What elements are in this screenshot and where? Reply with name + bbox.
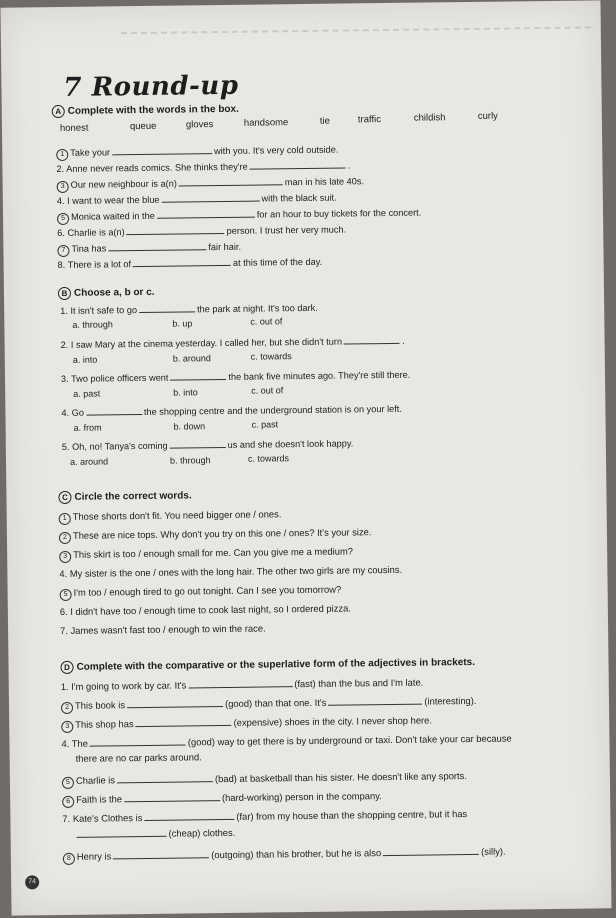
list-item bbox=[62, 790, 382, 808]
item-number: 7 bbox=[57, 245, 69, 257]
option-c[interactable]: c. out of bbox=[251, 385, 284, 396]
item-text: I want to wear the blue bbox=[67, 194, 160, 206]
item-text: It isn't safe to go bbox=[70, 305, 138, 316]
list-item bbox=[61, 733, 511, 750]
item-text: Go bbox=[71, 407, 84, 418]
item-text: . bbox=[347, 160, 351, 171]
item-text: with you. It's very cold outside. bbox=[214, 144, 339, 157]
item-text: (fast) than the bus and I'm late. bbox=[294, 676, 424, 690]
item-number: 5. bbox=[61, 441, 70, 452]
item-text: there are no car parks around. bbox=[75, 751, 202, 764]
section-instruction: Complete with the words in the box. bbox=[67, 103, 239, 117]
item-text: I didn't have too / enough time to cook last night, so I ordered pizza. bbox=[70, 602, 351, 617]
item-number: 4. bbox=[61, 737, 70, 750]
item-text: (good) than that one. It's bbox=[224, 696, 327, 710]
list-item bbox=[62, 437, 354, 452]
item-number: 2. bbox=[60, 339, 69, 350]
list-item bbox=[62, 770, 467, 789]
option-c[interactable]: c. past bbox=[251, 419, 279, 430]
item-text: James wasn't fast too / enough to win the race. bbox=[70, 622, 266, 636]
item-text: Anne never reads comics. She thinks they're bbox=[66, 161, 248, 174]
word-box-item: tie bbox=[319, 115, 331, 127]
section-letter: A bbox=[52, 105, 65, 118]
answer-blank[interactable] bbox=[127, 698, 223, 708]
item-number: 6. bbox=[59, 605, 68, 618]
section-letter: B bbox=[58, 287, 71, 300]
answer-blank[interactable] bbox=[108, 241, 206, 251]
item-text: Tina has bbox=[71, 243, 107, 254]
item-text: Charlie is bbox=[75, 774, 116, 786]
answer-blank[interactable] bbox=[127, 225, 225, 235]
item-text: I'm going to work by car. It's bbox=[71, 679, 187, 692]
item-text: man in his late 40s. bbox=[284, 176, 365, 188]
item-text: the shopping centre and the underground station is on your left. bbox=[143, 403, 402, 417]
item-number: 8 bbox=[63, 853, 75, 865]
section-a-heading bbox=[52, 103, 239, 118]
word-box-item: queue bbox=[129, 120, 157, 133]
item-text: fair hair. bbox=[208, 241, 242, 253]
word-box-item: curly bbox=[477, 110, 498, 122]
list-item[interactable] bbox=[59, 564, 402, 579]
option-b[interactable]: b. down bbox=[173, 421, 206, 432]
item-text: (good) way to get there is by underground or taxi. Don't take your car because bbox=[187, 732, 512, 748]
item-text: These are nice tops. Why don't you try on this one / ones? It's your size. bbox=[72, 526, 372, 541]
item-text: the bank five minutes ago. They're still there. bbox=[228, 369, 411, 382]
item-number: 4. bbox=[59, 567, 68, 580]
option-b[interactable]: b. through bbox=[169, 455, 211, 466]
item-number: 3 bbox=[57, 181, 69, 193]
section-letter: C bbox=[58, 491, 71, 504]
option-a[interactable]: a. from bbox=[73, 422, 102, 433]
answer-blank[interactable] bbox=[344, 335, 400, 345]
section-d-heading bbox=[60, 656, 475, 674]
list-item bbox=[60, 302, 318, 316]
item-text: Monica waited in the bbox=[70, 210, 155, 222]
item-number: 1. bbox=[60, 680, 69, 693]
page-number: 74 bbox=[25, 875, 39, 889]
item-text: This skirt is too / enough small for me. Can you give me a medium? bbox=[73, 545, 354, 560]
list-item bbox=[56, 159, 350, 174]
list-item bbox=[61, 335, 405, 350]
item-text: (hard-working) person in the company. bbox=[221, 790, 382, 804]
item-number: 3. bbox=[60, 373, 69, 384]
item-text: Henry is bbox=[76, 850, 112, 862]
answer-blank[interactable] bbox=[328, 696, 422, 706]
list-item bbox=[57, 175, 365, 193]
answer-blank[interactable] bbox=[144, 811, 234, 821]
option-c[interactable]: c. towards bbox=[250, 351, 292, 362]
answer-blank[interactable] bbox=[113, 849, 209, 859]
item-number: 5 bbox=[57, 213, 69, 225]
option-c[interactable]: c. out of bbox=[250, 316, 283, 327]
list-item bbox=[57, 192, 337, 206]
item-text: Oh, no! Tanya's coming bbox=[72, 440, 168, 452]
list-item[interactable] bbox=[59, 526, 372, 544]
word-box-item: handsome bbox=[243, 117, 289, 129]
item-number: 2 bbox=[61, 702, 73, 714]
page-decoration bbox=[121, 26, 591, 62]
list-item bbox=[56, 144, 338, 161]
item-text: Faith is the bbox=[76, 793, 123, 805]
list-item-continuation bbox=[76, 751, 202, 764]
list-item-continuation bbox=[75, 827, 236, 840]
option-b[interactable]: b. into bbox=[173, 387, 198, 398]
answer-blank[interactable] bbox=[179, 176, 283, 186]
list-item[interactable] bbox=[60, 623, 266, 637]
item-text: (interesting). bbox=[424, 694, 477, 707]
answer-blank[interactable] bbox=[124, 792, 220, 802]
item-number: 2. bbox=[56, 163, 65, 175]
option-b[interactable]: b. around bbox=[172, 353, 211, 364]
item-number: 3 bbox=[59, 551, 71, 563]
item-text: Charlie is a(n) bbox=[67, 227, 125, 238]
item-text: Those shorts don't fit. You need bigger one / ones. bbox=[72, 508, 282, 522]
item-text: Two police officers went bbox=[71, 372, 169, 384]
item-text: This book is bbox=[74, 699, 126, 711]
answer-blank[interactable] bbox=[77, 828, 167, 838]
answer-blank[interactable] bbox=[161, 193, 259, 203]
item-text: Kate's Clothes is bbox=[72, 812, 143, 824]
list-item[interactable] bbox=[59, 508, 282, 525]
list-item bbox=[61, 369, 410, 384]
answer-blank[interactable] bbox=[170, 371, 226, 381]
item-number: 5 bbox=[60, 589, 72, 601]
section-instruction: Complete with the comparative or the superlative form of the adjectives in brackets. bbox=[76, 656, 476, 673]
item-text: the park at night. It's too dark. bbox=[196, 302, 318, 315]
item-number: 4. bbox=[61, 407, 70, 418]
section-b-heading bbox=[58, 286, 155, 300]
item-text: My sister is the one / ones with the long hair. The other two girls are my cousins. bbox=[69, 563, 403, 579]
item-text: Our new neighbour is a(n) bbox=[70, 178, 177, 190]
item-number: 1 bbox=[59, 513, 71, 525]
section-instruction: Circle the correct words. bbox=[74, 490, 192, 503]
answer-blank[interactable] bbox=[136, 717, 232, 727]
answer-blank[interactable] bbox=[188, 678, 292, 688]
list-item[interactable] bbox=[59, 545, 353, 563]
item-text: (silly). bbox=[481, 845, 506, 857]
word-box-item: honest bbox=[59, 122, 89, 134]
answer-blank[interactable] bbox=[157, 209, 255, 219]
item-text: at this time of the day. bbox=[232, 256, 323, 268]
item-number: 7. bbox=[60, 624, 68, 637]
answer-blank[interactable] bbox=[112, 145, 212, 155]
item-text: There is a lot of bbox=[67, 259, 132, 270]
item-text: This shop has bbox=[75, 718, 134, 730]
item-number: 6. bbox=[57, 227, 65, 239]
section-c-heading bbox=[58, 489, 191, 504]
option-c[interactable]: c. towards bbox=[247, 453, 290, 464]
list-item[interactable] bbox=[60, 584, 342, 601]
item-number: 4. bbox=[56, 195, 65, 207]
list-item[interactable] bbox=[60, 602, 351, 617]
item-number: 7. bbox=[62, 812, 71, 825]
list-item bbox=[57, 223, 346, 238]
answer-blank[interactable] bbox=[170, 439, 226, 449]
list-item bbox=[58, 256, 323, 270]
answer-blank[interactable] bbox=[133, 257, 231, 267]
list-item bbox=[61, 695, 477, 714]
item-number: 5 bbox=[62, 777, 74, 789]
list-item bbox=[61, 714, 432, 733]
item-text: (expensive) shoes in the city. I never shop here. bbox=[233, 714, 433, 728]
option-a[interactable]: a. into bbox=[72, 354, 98, 365]
item-text: person. I trust her very much. bbox=[226, 224, 347, 236]
word-box-item: traffic bbox=[357, 114, 382, 126]
option-a[interactable]: a. through bbox=[72, 319, 113, 330]
item-text: with the black suit. bbox=[261, 192, 337, 204]
answer-blank[interactable] bbox=[90, 736, 186, 746]
item-text: (cheap) clothes. bbox=[168, 826, 236, 839]
word-box-item: childish bbox=[413, 112, 446, 124]
item-text: The bbox=[71, 737, 88, 749]
list-item bbox=[57, 207, 421, 225]
option-a[interactable]: a. around bbox=[69, 456, 109, 467]
answer-blank[interactable] bbox=[383, 846, 479, 856]
item-text: . bbox=[401, 335, 405, 346]
item-number: 1 bbox=[56, 149, 68, 161]
list-item bbox=[61, 403, 402, 418]
list-item bbox=[57, 241, 241, 257]
item-text: (outgoing) than his brother, but he is also bbox=[211, 847, 382, 861]
list-item bbox=[61, 677, 424, 692]
item-number: 6 bbox=[62, 796, 74, 808]
word-box-item: gloves bbox=[185, 119, 214, 131]
item-number: 8. bbox=[57, 259, 66, 271]
item-text: us and she doesn't look happy. bbox=[227, 438, 354, 450]
list-item bbox=[62, 808, 467, 824]
option-a[interactable]: a. past bbox=[73, 388, 101, 399]
answer-blank[interactable] bbox=[139, 303, 195, 313]
item-text: I saw Mary at the cinema yesterday. I called her, but she didn't turn bbox=[70, 336, 343, 350]
section-letter: D bbox=[60, 661, 73, 674]
page-title: 7 Round-up bbox=[63, 70, 239, 103]
item-text: (bad) at basketball than his sister. He doesn't like any sports. bbox=[214, 770, 467, 785]
answer-blank[interactable] bbox=[86, 406, 142, 416]
item-text: I'm too / enough tired to go out tonight. Can I see you tomorrow? bbox=[73, 583, 342, 598]
answer-blank[interactable] bbox=[117, 773, 213, 783]
answer-blank[interactable] bbox=[250, 159, 346, 169]
section-instruction: Choose a, b or c. bbox=[73, 286, 155, 299]
list-item bbox=[63, 846, 506, 865]
item-text: Take your bbox=[70, 147, 111, 158]
item-number: 2 bbox=[59, 532, 71, 544]
item-text: for an hour to buy tickets for the concert. bbox=[256, 207, 422, 220]
item-number: 1. bbox=[60, 305, 68, 316]
item-number: 3 bbox=[61, 721, 73, 733]
item-text: (far) from my house than the shopping centre, but it has bbox=[236, 808, 468, 822]
option-b[interactable]: b. up bbox=[172, 318, 193, 329]
